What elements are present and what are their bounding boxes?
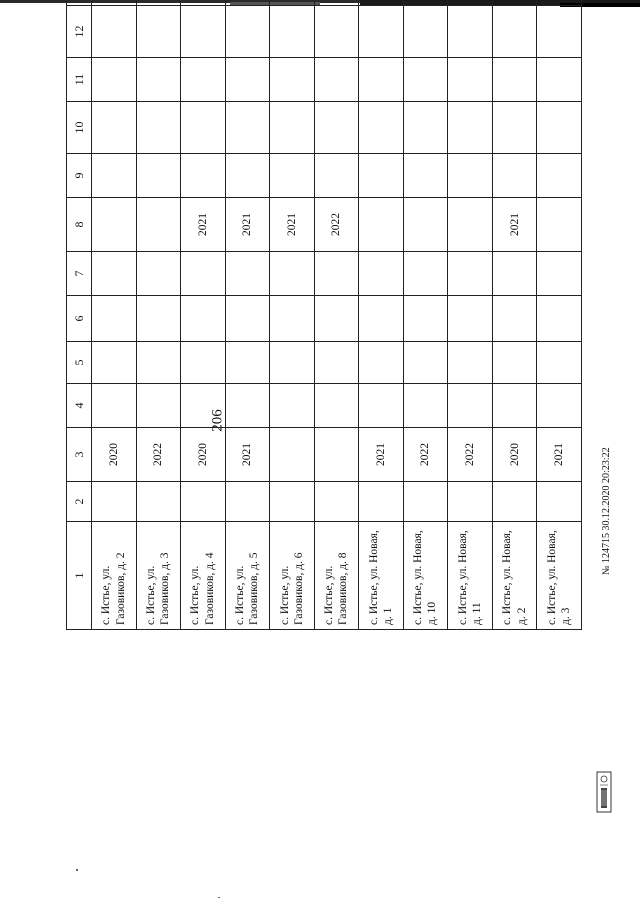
table-cell bbox=[181, 252, 226, 296]
table-cell bbox=[136, 154, 181, 198]
table-cell bbox=[92, 6, 137, 58]
table-row bbox=[359, 0, 404, 630]
table-cell bbox=[359, 342, 404, 384]
table-cell bbox=[314, 154, 359, 198]
header-cell bbox=[67, 0, 92, 6]
year-cell: 2021 bbox=[225, 198, 270, 252]
table-cell bbox=[359, 384, 404, 428]
year-cell: 2021 bbox=[359, 428, 404, 482]
header-cell: 7 bbox=[67, 252, 92, 296]
table-cell bbox=[537, 6, 582, 58]
table-cell bbox=[270, 154, 315, 198]
table-cell bbox=[270, 342, 315, 384]
table-cell bbox=[492, 6, 537, 58]
table-cell bbox=[359, 6, 404, 58]
table-cell bbox=[492, 384, 537, 428]
table-cell bbox=[448, 154, 493, 198]
table-cell bbox=[403, 482, 448, 522]
table-cell bbox=[492, 342, 537, 384]
table-cell bbox=[359, 252, 404, 296]
header-cell: 4 bbox=[67, 384, 92, 428]
table-cell bbox=[270, 296, 315, 342]
table-cell bbox=[181, 296, 226, 342]
table-cell bbox=[492, 252, 537, 296]
table-cell bbox=[270, 58, 315, 102]
table-cell bbox=[181, 6, 226, 58]
table-cell bbox=[92, 252, 137, 296]
table-cell bbox=[181, 342, 226, 384]
table-cell bbox=[403, 252, 448, 296]
year-cell: 2020 bbox=[181, 428, 226, 482]
header-cell: 5 bbox=[67, 342, 92, 384]
table-cell bbox=[314, 6, 359, 58]
table-cell bbox=[448, 6, 493, 58]
year-cell bbox=[537, 198, 582, 252]
table-cell bbox=[448, 102, 493, 154]
table-row bbox=[403, 0, 448, 630]
table-cell bbox=[225, 342, 270, 384]
table-cell bbox=[136, 342, 181, 384]
rotated-table-wrapper bbox=[66, 25, 582, 630]
header-cell: 1 bbox=[67, 522, 92, 630]
address-cell: с. Истье, ул. Газовиков, д. 5 bbox=[225, 522, 270, 630]
table-cell bbox=[136, 0, 181, 6]
table-cell bbox=[136, 58, 181, 102]
table-cell bbox=[92, 102, 137, 154]
table-cell bbox=[181, 154, 226, 198]
year-cell: 2020 bbox=[92, 428, 137, 482]
table-cell bbox=[225, 0, 270, 6]
table-row bbox=[270, 0, 315, 630]
table-cell bbox=[181, 58, 226, 102]
address-cell: с. Истье, ул. Газовиков, д. 6 bbox=[270, 522, 315, 630]
address-cell: с. Истье, ул. Новая, д. 10 bbox=[403, 522, 448, 630]
table-cell bbox=[181, 482, 226, 522]
year-cell: 2022 bbox=[403, 428, 448, 482]
year-cell bbox=[136, 198, 181, 252]
table-cell bbox=[537, 482, 582, 522]
table-cell bbox=[448, 252, 493, 296]
table-cell bbox=[359, 102, 404, 154]
year-cell: 2022 bbox=[136, 428, 181, 482]
year-cell: 2021 bbox=[181, 198, 226, 252]
year-cell bbox=[92, 198, 137, 252]
header-cell: 6 bbox=[67, 296, 92, 342]
table-cell bbox=[492, 296, 537, 342]
table-row bbox=[448, 0, 493, 630]
table-cell bbox=[92, 0, 137, 6]
table-cell bbox=[136, 296, 181, 342]
table-cell bbox=[537, 154, 582, 198]
table-row bbox=[537, 0, 582, 630]
table-cell bbox=[492, 154, 537, 198]
year-cell: 2021 bbox=[537, 428, 582, 482]
table-cell bbox=[537, 342, 582, 384]
table-row bbox=[181, 0, 226, 630]
table-cell bbox=[314, 102, 359, 154]
year-cell: 2021 bbox=[492, 198, 537, 252]
table-cell bbox=[403, 154, 448, 198]
table-cell bbox=[359, 154, 404, 198]
table-cell bbox=[537, 296, 582, 342]
table-cell bbox=[225, 58, 270, 102]
table-cell bbox=[359, 482, 404, 522]
year-cell bbox=[403, 198, 448, 252]
table-cell bbox=[136, 252, 181, 296]
table-cell bbox=[92, 482, 137, 522]
table-cell bbox=[270, 384, 315, 428]
header-cell: 2 bbox=[67, 482, 92, 522]
year-cell bbox=[448, 198, 493, 252]
table-cell bbox=[492, 482, 537, 522]
scan-speck bbox=[218, 897, 220, 898]
table-cell bbox=[403, 0, 448, 6]
table-cell bbox=[403, 342, 448, 384]
table-cell bbox=[537, 58, 582, 102]
table-cell bbox=[448, 482, 493, 522]
table-cell bbox=[537, 384, 582, 428]
header-cell: 3 bbox=[67, 428, 92, 482]
table-cell bbox=[270, 0, 315, 6]
table-cell bbox=[92, 384, 137, 428]
table-cell bbox=[181, 384, 226, 428]
table-cell bbox=[314, 58, 359, 102]
document-id: № 124715 30.12.2020 20:23:22 bbox=[601, 447, 612, 575]
table-cell bbox=[448, 384, 493, 428]
year-cell: 2022 bbox=[314, 198, 359, 252]
address-cell: с. Истье, ул. Газовиков, д. 3 bbox=[136, 522, 181, 630]
year-cell: 2022 bbox=[448, 428, 493, 482]
table-cell bbox=[403, 58, 448, 102]
table-row bbox=[92, 0, 137, 630]
table-cell bbox=[225, 102, 270, 154]
table-cell bbox=[136, 384, 181, 428]
table-cell bbox=[492, 102, 537, 154]
table-cell bbox=[225, 384, 270, 428]
table-cell bbox=[537, 102, 582, 154]
header-cell: 10 bbox=[67, 102, 92, 154]
table-cell bbox=[403, 296, 448, 342]
table-cell bbox=[537, 252, 582, 296]
address-cell: с. Истье, ул. Новая, д. 1 bbox=[359, 522, 404, 630]
table-cell bbox=[225, 6, 270, 58]
table-cell bbox=[314, 296, 359, 342]
year-cell: 2021 bbox=[270, 198, 315, 252]
header-row bbox=[67, 0, 92, 630]
table-cell bbox=[225, 154, 270, 198]
table-cell bbox=[225, 296, 270, 342]
table-row bbox=[492, 0, 537, 630]
table-cell bbox=[270, 252, 315, 296]
table-cell bbox=[270, 482, 315, 522]
table-cell bbox=[136, 482, 181, 522]
table-cell bbox=[492, 0, 537, 6]
table-cell bbox=[314, 342, 359, 384]
year-cell: 2020 bbox=[492, 428, 537, 482]
table-cell bbox=[403, 384, 448, 428]
page-number: 206 bbox=[209, 409, 226, 432]
table-cell bbox=[403, 102, 448, 154]
government-seal-icon bbox=[596, 770, 612, 814]
table-cell bbox=[448, 0, 493, 6]
table-cell bbox=[92, 154, 137, 198]
table-row bbox=[136, 0, 181, 630]
year-cell bbox=[270, 428, 315, 482]
table-cell bbox=[92, 58, 137, 102]
address-cell: с. Истье, ул. Новая, д. 2 bbox=[492, 522, 537, 630]
address-cell: с. Истье, ул. Новая, д. 11 bbox=[448, 522, 493, 630]
header-cell: 8 bbox=[67, 198, 92, 252]
header-cell: 12 bbox=[67, 6, 92, 58]
data-table bbox=[66, 0, 582, 630]
table-cell bbox=[448, 296, 493, 342]
table-cell bbox=[92, 296, 137, 342]
table-cell bbox=[492, 58, 537, 102]
header-cell: 11 bbox=[67, 58, 92, 102]
table-cell bbox=[225, 252, 270, 296]
table-row bbox=[314, 0, 359, 630]
table-cell bbox=[270, 6, 315, 58]
table-cell bbox=[270, 102, 315, 154]
table-cell bbox=[225, 482, 270, 522]
table-cell bbox=[136, 102, 181, 154]
year-cell bbox=[314, 428, 359, 482]
year-cell: 2021 bbox=[225, 428, 270, 482]
table-cell bbox=[359, 296, 404, 342]
table-cell bbox=[448, 342, 493, 384]
address-cell: с. Истье, ул. Новая, д. 3 bbox=[537, 522, 582, 630]
table-cell bbox=[136, 6, 181, 58]
table-cell bbox=[92, 342, 137, 384]
address-cell: с. Истье, ул. Газовиков, д. 4 bbox=[181, 522, 226, 630]
table-cell bbox=[537, 0, 582, 6]
header-cell: 9 bbox=[67, 154, 92, 198]
table-cell bbox=[314, 482, 359, 522]
table-cell bbox=[314, 0, 359, 6]
year-cell bbox=[359, 198, 404, 252]
table-cell bbox=[359, 0, 404, 6]
table-cell bbox=[314, 384, 359, 428]
table-cell bbox=[181, 0, 226, 6]
scan-speck bbox=[76, 869, 78, 871]
table-cell bbox=[448, 58, 493, 102]
table-cell bbox=[403, 6, 448, 58]
table-cell bbox=[359, 58, 404, 102]
table-cell bbox=[314, 252, 359, 296]
address-cell: с. Истье, ул. Газовиков, д. 2 bbox=[92, 522, 137, 630]
table-cell bbox=[181, 102, 226, 154]
table-row bbox=[225, 0, 270, 630]
address-cell: с. Истье, ул. Газовиков, д. 8 bbox=[314, 522, 359, 630]
